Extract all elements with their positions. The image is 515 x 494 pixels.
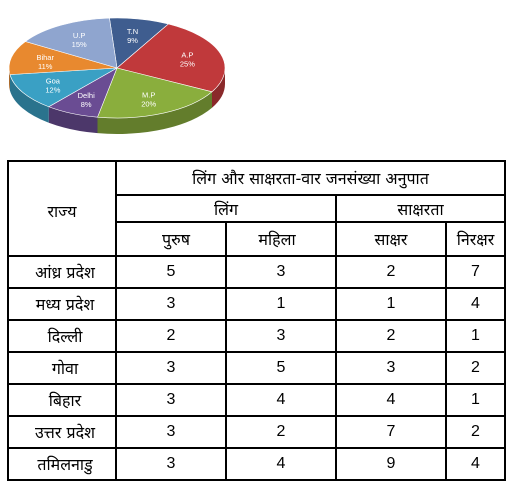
state-name-cell: दिल्ली bbox=[8, 320, 116, 352]
value-cell: 2 bbox=[336, 320, 446, 352]
pie-slice-value-label: 8% bbox=[80, 99, 92, 109]
state-name-cell: उत्तर प्रदेश bbox=[8, 416, 116, 448]
row-header-cell: राज्य bbox=[8, 161, 116, 256]
value-cell: 3 bbox=[336, 352, 446, 384]
value-cell: 4 bbox=[446, 288, 505, 320]
state-name-cell: मध्य प्रदेश bbox=[8, 288, 116, 320]
state-name-cell: बिहार bbox=[8, 384, 116, 416]
pie-slice-label: A.P bbox=[181, 50, 194, 60]
pie-slice-value-label: 9% bbox=[127, 35, 138, 45]
pie-slice-label: T.N bbox=[126, 26, 139, 36]
pie-slice-label: U.P bbox=[72, 30, 86, 40]
table-row bbox=[8, 288, 505, 320]
table-title: लिंग और साक्षरता-वार जनसंख्या अनुपात bbox=[116, 161, 505, 195]
value-cell: 4 bbox=[336, 384, 446, 416]
pie-slice-label: Delhi bbox=[77, 90, 95, 100]
column-header-illiterate: निरक्षर bbox=[446, 222, 505, 256]
pie-slice-label: Goa bbox=[45, 76, 60, 86]
value-cell: 5 bbox=[116, 256, 226, 288]
pie-slice-value-label: 15% bbox=[71, 39, 87, 49]
population-ratio-table bbox=[7, 160, 506, 481]
value-cell: 3 bbox=[226, 256, 336, 288]
value-cell: 2 bbox=[226, 416, 336, 448]
table-row bbox=[8, 384, 505, 416]
state-name-cell: गोवा bbox=[8, 352, 116, 384]
value-cell: 3 bbox=[116, 448, 226, 480]
value-cell: 1 bbox=[336, 288, 446, 320]
state-name-cell: तमिलनाडु bbox=[8, 448, 116, 480]
value-cell: 9 bbox=[336, 448, 446, 480]
value-cell: 4 bbox=[226, 448, 336, 480]
table-row bbox=[8, 320, 505, 352]
value-cell: 2 bbox=[336, 256, 446, 288]
table-row bbox=[8, 352, 505, 384]
column-header-literate: साक्षर bbox=[336, 222, 446, 256]
table-row bbox=[8, 416, 505, 448]
table-row bbox=[8, 256, 505, 288]
value-cell: 5 bbox=[226, 352, 336, 384]
pie-slice-label: Bihar bbox=[36, 52, 54, 62]
pie-slice-value-label: 20% bbox=[141, 99, 157, 109]
pie-slice-label: M.P bbox=[142, 90, 156, 100]
value-cell: 2 bbox=[446, 352, 505, 384]
state-name-cell: आंध्र प्रदेश bbox=[8, 256, 116, 288]
pie-slice-value-label: 12% bbox=[45, 85, 61, 95]
value-cell: 1 bbox=[446, 320, 505, 352]
table-row bbox=[8, 448, 505, 480]
column-header-female: महिला bbox=[226, 222, 336, 256]
value-cell: 3 bbox=[116, 288, 226, 320]
value-cell: 2 bbox=[116, 320, 226, 352]
value-cell: 7 bbox=[336, 416, 446, 448]
value-cell: 1 bbox=[446, 384, 505, 416]
value-cell: 1 bbox=[226, 288, 336, 320]
pie-slice-value-label: 25% bbox=[179, 59, 195, 69]
value-cell: 7 bbox=[446, 256, 505, 288]
group-header-gender: लिंग bbox=[116, 195, 336, 222]
value-cell: 3 bbox=[226, 320, 336, 352]
value-cell: 4 bbox=[226, 384, 336, 416]
value-cell: 3 bbox=[116, 416, 226, 448]
value-cell: 3 bbox=[116, 384, 226, 416]
value-cell: 2 bbox=[446, 416, 505, 448]
value-cell: 4 bbox=[446, 448, 505, 480]
value-cell: 3 bbox=[116, 352, 226, 384]
pie-chart bbox=[0, 0, 240, 150]
column-header-male: पुरुष bbox=[116, 222, 226, 256]
pie-slice-value-label: 11% bbox=[37, 61, 53, 71]
group-header-literacy: साक्षरता bbox=[336, 195, 505, 222]
